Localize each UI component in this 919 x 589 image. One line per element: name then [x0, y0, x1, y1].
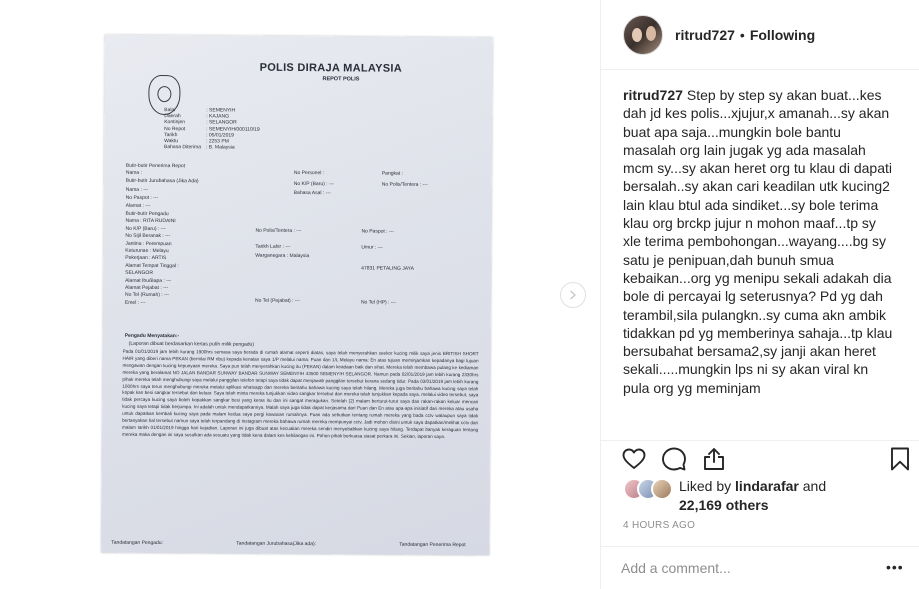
share-icon: [701, 446, 727, 472]
comment-bubble-icon: [661, 446, 687, 472]
likes-count-link[interactable]: 22,169 others: [679, 496, 769, 513]
complainant-field: No Tel (Rumah) : ---: [124, 292, 170, 299]
field-value: : SEMENYIH/000110/19: [206, 125, 260, 133]
complainant-field: No Tel (HP) : ---: [360, 299, 396, 306]
field-value: : B. Malaysia: [206, 144, 235, 151]
comment-input[interactable]: [621, 557, 871, 579]
liked-by-user-link[interactable]: lindarafar: [735, 478, 799, 494]
avatar: [651, 478, 673, 500]
post-header: [601, 0, 919, 70]
likes-summary: [623, 476, 913, 516]
section-heading: Butir-butir Pengadu: [125, 210, 169, 218]
statement-note: (Laporan dibuat berdasarkan kertas putih milik pengadu): [128, 340, 255, 348]
complainant-field: 47831 PETALING JAYA: [361, 265, 415, 273]
field-label: Balai: [164, 107, 176, 114]
complainant-field: Warganegara : Malaysia: [255, 253, 310, 260]
complainant-field: Umur : ---: [361, 244, 383, 251]
save-button[interactable]: [887, 446, 913, 472]
comment-bar: [601, 546, 919, 589]
comment-button[interactable]: [661, 446, 687, 472]
receiver-right-column: [382, 171, 428, 189]
receiver-mid-column: [294, 170, 334, 197]
post-sidebar: [600, 0, 919, 589]
post-timestamp[interactable]: 4 HOURS AGO: [623, 520, 696, 531]
avatar[interactable]: [623, 15, 663, 55]
bookmark-icon: [887, 446, 913, 472]
following-button[interactable]: Following: [749, 26, 816, 43]
complainant-field: No Polis/Tentera : ---: [255, 227, 302, 235]
report-header-values: [206, 107, 260, 151]
share-button[interactable]: [701, 446, 727, 472]
next-photo-button[interactable]: [560, 282, 586, 308]
header-username-link[interactable]: ritrud727: [675, 26, 735, 43]
field-value: : SELANGOR: [206, 119, 237, 126]
field-value: : 2253 PM: [206, 138, 229, 145]
header-separator: •: [739, 26, 745, 43]
report-subtitle: REPOT POLIS: [322, 76, 360, 83]
liked-by-prefix: Liked by: [679, 478, 732, 494]
field-value: : SEMENYIH: [206, 107, 236, 114]
receiver-field: Butir-butir Jurubahasa (Jika Ada): [125, 178, 199, 185]
complainant-section: [125, 211, 179, 308]
complainant-field: Pekerjaan : ARTIS: [125, 255, 167, 262]
complainant-field: No Tel (Pejabat) : ---: [254, 297, 300, 304]
field-value: : KAJANG: [206, 113, 230, 120]
receiver-field: No K/P (Baru) : ---: [293, 181, 334, 188]
receiver-field: No Personel :: [293, 169, 325, 177]
complainant-mid-column: [255, 228, 310, 304]
complainant-field: Nama : RITA RUDAINI: [125, 218, 176, 225]
statement-body: Pada 01/01/2019 jam lebih kurang 1900hrs semasa saya berada di rumah alamat seperti diatas, saya telah menyerahkan seekor kucing milik saya jenis BRITISH SHORT HAIR yang diberi nama PEKAN (bernilai RM ribu) kepada kenalan saya 1/P melalui nama: Puan dan 1/L Melayu nama: En atas tujuan meminjamkan kepadanya bagi tujuan mengawan dengan kucing kepunyaan mereka. Saya pun telah menyerahkan kucing itu (PEKAN) dalam keadaan baik dan sihat. Mereka telah membawa pulang ke kediaman mereka yang beralamat NO JALAN BANDAR SUNWAY BANDAR SUNWAY SEMENYIH 43500 SEMENYIH SELANGOR. Namun pada 02/01/2019 jam lebih kurang 2330hrs pihak mereka telah menghubungi saya melalui panggilan telefon tetapi saya tidak dapat menjawab panggilan tersebut kerana sedang tidur. Pada 03/01/2019 jam lebih kurang 1000hrs saya terus menghubungi mereka melalui aplikasi whatsapp dan mereka beritahu bahawa kucing saya telah hilang. Mereka juga beritahu bahawa kucing saya telah kopak kan besi sangkar tersebut dan keluar. Saya telah minta mereka tunjukkan video sangkar tersebut dan mereka telah tunjukkan kepada saya. melalui video tersebut, saya tidak percaya kucing saya boleh kopakkan sangkar besi yang keras itu dan ini sangat meragukan. Setelah (2) malam berturut-turut saya dan rakan-rakan keluar mencari kucing saya tetapi tidak berjumpa. Ini adalah untuk mendapatkannya. Malah saya juga tidak dapat kerjasama dari Puan dan En atau apa-apa inisiatif dari mereka atau usaha untuk dapatkan kembali kucing saya pada malam kedua saya pergi kawasan rumahnya. Puan ada sebutkan tentang rumah mereka yang bada cctv walaupun saya tidak bertanyakan hal tersebut namun saya telah terpandang di Instagram mereka bahawa rumah mereka mempunyai cctv. Jadi mohon disini untuk saya dapatkan/melihat cctv dari malam tarikh 01/01/2019 hingga hari kejadian. Laporan ini juga dibuat atas kecualian mereka sendiri menyebabkan kucing saya hilang. Terdapat banyak keraguan tentang mereka maka dengan ini saya susulkan ada sesuatu yang tidak kena dalam kes kehilangan ini. Pohon pihak berkuasa siasat perkara ini. Sekian, laporan saya.: [122, 348, 479, 439]
receiver-field: Nama : ---: [125, 186, 149, 193]
liked-by-and: and: [802, 478, 827, 494]
heart-icon: [621, 446, 647, 472]
liker-avatars[interactable]: [623, 478, 683, 500]
receiver-field: Pangkat :: [381, 170, 404, 177]
signature-receiver: Tandatangan Penerima Repot: [399, 541, 466, 549]
signature-complainant: Tandatangan Pengadu:: [111, 539, 164, 547]
field-value: : 05/01/2019: [206, 132, 234, 139]
signature-interpreter: Tandatangan Jurubahasa(Jika ada):: [236, 540, 317, 548]
police-report-photo: [101, 35, 493, 556]
receiver-section: [126, 163, 199, 210]
receiver-field: Nama :: [125, 170, 142, 177]
receiver-field: No Paspot : ---: [125, 194, 159, 201]
complainant-field: Keturunan : Melayu: [125, 247, 169, 255]
caption-scroll-area[interactable]: [623, 86, 895, 440]
field-label: Kontinjen: [164, 119, 186, 126]
report-title: POLIS DIRAJA MALAYSIA: [259, 61, 403, 75]
complainant-field: Alamat Tempat Tinggal :: [125, 262, 179, 270]
receiver-field: Bahasa Asal : ---: [293, 190, 331, 197]
caption: [623, 86, 895, 397]
complainant-field: Alamat Ibu/Bapa : ---: [125, 277, 172, 284]
section-heading: Butir-butir Penerima Repot: [125, 162, 186, 170]
caption-username-link[interactable]: ritrud727: [623, 87, 683, 103]
complainant-field: No Paspot : ---: [361, 228, 394, 235]
complainant-field: Emel : ---: [124, 299, 146, 306]
likes-text: [679, 477, 911, 514]
receiver-field: Alamat : ---: [125, 202, 151, 209]
complainant-field: No K/P (Baru) : ---: [125, 225, 166, 232]
caption-text: Step by step sy akan buat...kes dah jd kes polis...xjujur,x amanah...sy akan buat apa saja...mungkin bole bantu masalah org lain jugak yg ada masalah mcm sy...sy akan heret org tu klau di dapati bersalah..sy akan cari keadilan utk kucing2 lain klau btul ada sindiket...sy bole terima klau org brckp jujur n mohon maaf...tp sy xle terima pembohongan...wayang....bg sy satu je penipuan,dah bunuh smua kebaikan...org yg menipu sekali adakah dia bole di percayai lg seterusnya? Pd yg dah terambil,sila pulangkn..sy cuma akn ambik tidakkan pd yg memberinya sahaja...tp klau bersubahat bersama2,sy janji akan heret sekali.....mungkin lps ni sy akan viral kn pula org yg meminjam: [623, 87, 893, 396]
like-button[interactable]: [621, 446, 647, 472]
complainant-field: Tarikh Lahir : ---: [255, 243, 291, 251]
complainant-field: Jantina : Perempuan: [125, 240, 172, 247]
field-label: No Repot: [164, 125, 186, 132]
field-label: Waktu: [164, 138, 179, 145]
receiver-field: No Polis/Tentera : ---: [381, 181, 428, 189]
complainant-right-column: [361, 228, 414, 305]
report-header-labels: [164, 107, 201, 151]
field-label: Daerah: [164, 113, 181, 120]
more-options-icon[interactable]: •••: [886, 559, 904, 575]
action-bar: [601, 440, 919, 476]
chevron-right-icon: [568, 290, 578, 300]
complainant-field: SELANGOR: [125, 270, 153, 277]
field-label: Tarikh: [164, 131, 178, 138]
complainant-field: Alamat Pejabat : ---: [125, 284, 169, 292]
field-label: Bahasa Diterima: [164, 144, 202, 151]
statement-heading: Pengadu Menyatakan:-: [124, 332, 180, 340]
complainant-field: No Sijil Beranak : ---: [125, 233, 171, 240]
